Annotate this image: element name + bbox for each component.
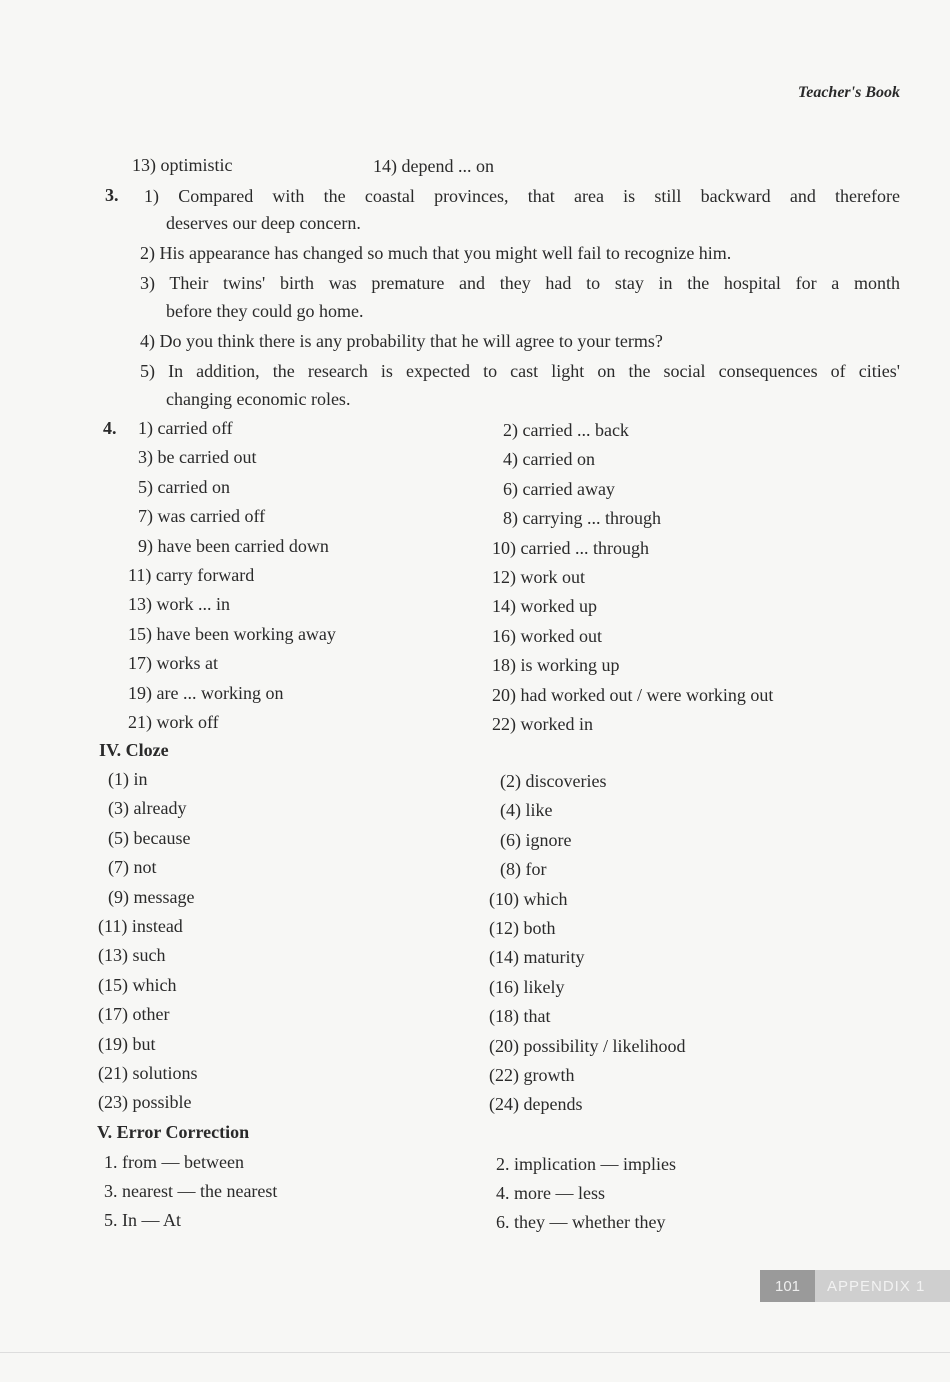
section-3-number: 3.	[105, 185, 119, 205]
cloze-answer: (7) not	[108, 857, 157, 878]
phrase-answer: 15) have been working away	[128, 623, 336, 644]
phrase-answer: 10) carried ... through	[492, 537, 649, 558]
cloze-answer: (4) like	[500, 800, 553, 821]
cloze-answer: (14) maturity	[489, 947, 585, 968]
cloze-answer: (16) likely	[489, 976, 565, 997]
translation-sentence: 3) Their twins' birth was premature and they had to stay in the hospital for a month	[140, 273, 900, 293]
cloze-answer: (22) growth	[489, 1065, 575, 1085]
cloze-answer: (18) that	[489, 1006, 551, 1027]
cloze-heading: IV. Cloze	[99, 740, 169, 760]
cloze-answer: (2) discoveries	[500, 771, 607, 791]
error-correction-answer: 6. they — whether they	[496, 1212, 666, 1232]
cloze-answer: (15) which	[98, 974, 177, 995]
phrase-answer: 12) work out	[492, 567, 585, 587]
translation-sentence: 5) In addition, the research is expected to cast light on the social consequences of cities'	[140, 361, 900, 381]
translation-sentence-cont: changing economic roles.	[166, 389, 351, 409]
phrase-answer: 8) carrying ... through	[503, 508, 661, 529]
phrase-answer: 6) carried away	[503, 478, 615, 499]
phrase-answer: 14) worked up	[492, 596, 597, 617]
phrase-answer: 16) worked out	[492, 625, 602, 646]
answer-13: 13) optimistic	[132, 155, 233, 175]
phrase-answer: 19) are ... working on	[128, 682, 284, 703]
cloze-answer: (24) depends	[489, 1094, 583, 1115]
cloze-answer: (9) message	[108, 886, 195, 907]
section-4-number: 4.	[103, 418, 117, 438]
translation-sentence: 1) Compared with the coastal provinces, that area is still backward and therefore	[144, 186, 900, 206]
error-correction-answer: 3. nearest — the nearest	[104, 1181, 278, 1201]
cloze-answer: (6) ignore	[500, 829, 572, 850]
page-edge	[0, 1352, 950, 1353]
phrase-answer: 22) worked in	[492, 714, 593, 734]
cloze-answer: (11) instead	[98, 916, 183, 936]
answer-14: 14) depend ... on	[373, 156, 494, 176]
phrase-answer: 7) was carried off	[138, 506, 266, 527]
phrase-answer: 2) carried ... back	[503, 420, 629, 440]
cloze-answer: (20) possibility / likelihood	[489, 1035, 686, 1056]
phrase-answer: 5) carried on	[138, 476, 230, 497]
translation-sentence-cont: before they could go home.	[166, 301, 364, 321]
cloze-answer: (10) which	[489, 888, 568, 909]
error-correction-answer: 2. implication — implies	[496, 1154, 676, 1174]
error-correction-answer: 1. from — between	[104, 1152, 244, 1172]
cloze-answer: (19) but	[98, 1033, 156, 1054]
appendix-label: APPENDIX 1	[815, 1270, 950, 1302]
phrase-answer: 11) carry forward	[128, 565, 255, 585]
page-number: 101	[760, 1270, 815, 1302]
phrase-answer: 1) carried off	[138, 418, 233, 438]
translation-sentence: 4) Do you think there is any probability that he will agree to your terms?	[140, 331, 663, 351]
page-footer	[760, 1270, 950, 1302]
error-correction-heading: V. Error Correction	[97, 1122, 250, 1142]
cloze-answer: (8) for	[500, 859, 547, 880]
phrase-answer: 4) carried on	[503, 449, 595, 470]
translation-sentence: 2) His appearance has changed so much that you might well fail to recognize him.	[140, 243, 732, 263]
cloze-answer: (12) both	[489, 918, 556, 938]
phrase-answer: 21) work off	[128, 712, 219, 732]
phrase-answer: 18) is working up	[492, 655, 620, 676]
phrase-answer: 9) have been carried down	[138, 535, 329, 556]
cloze-answer: (5) because	[108, 827, 191, 848]
error-correction-answer: 4. more — less	[496, 1183, 605, 1203]
phrase-answer: 20) had worked out / were working out	[492, 684, 774, 705]
phrase-answer: 3) be carried out	[138, 447, 257, 468]
phrase-answer: 17) works at	[128, 653, 218, 674]
cloze-answer: (21) solutions	[98, 1063, 198, 1083]
cloze-answer: (23) possible	[98, 1092, 192, 1113]
cloze-answer: (1) in	[108, 769, 148, 789]
cloze-answer: (3) already	[108, 798, 187, 819]
cloze-answer: (13) such	[98, 945, 166, 966]
book-header: Teacher's Book	[797, 84, 900, 101]
cloze-answer: (17) other	[98, 1004, 170, 1025]
phrase-answer: 13) work ... in	[128, 594, 230, 615]
error-correction-answer: 5. In — At	[104, 1210, 182, 1230]
translation-sentence-cont: deserves our deep concern.	[166, 213, 361, 233]
